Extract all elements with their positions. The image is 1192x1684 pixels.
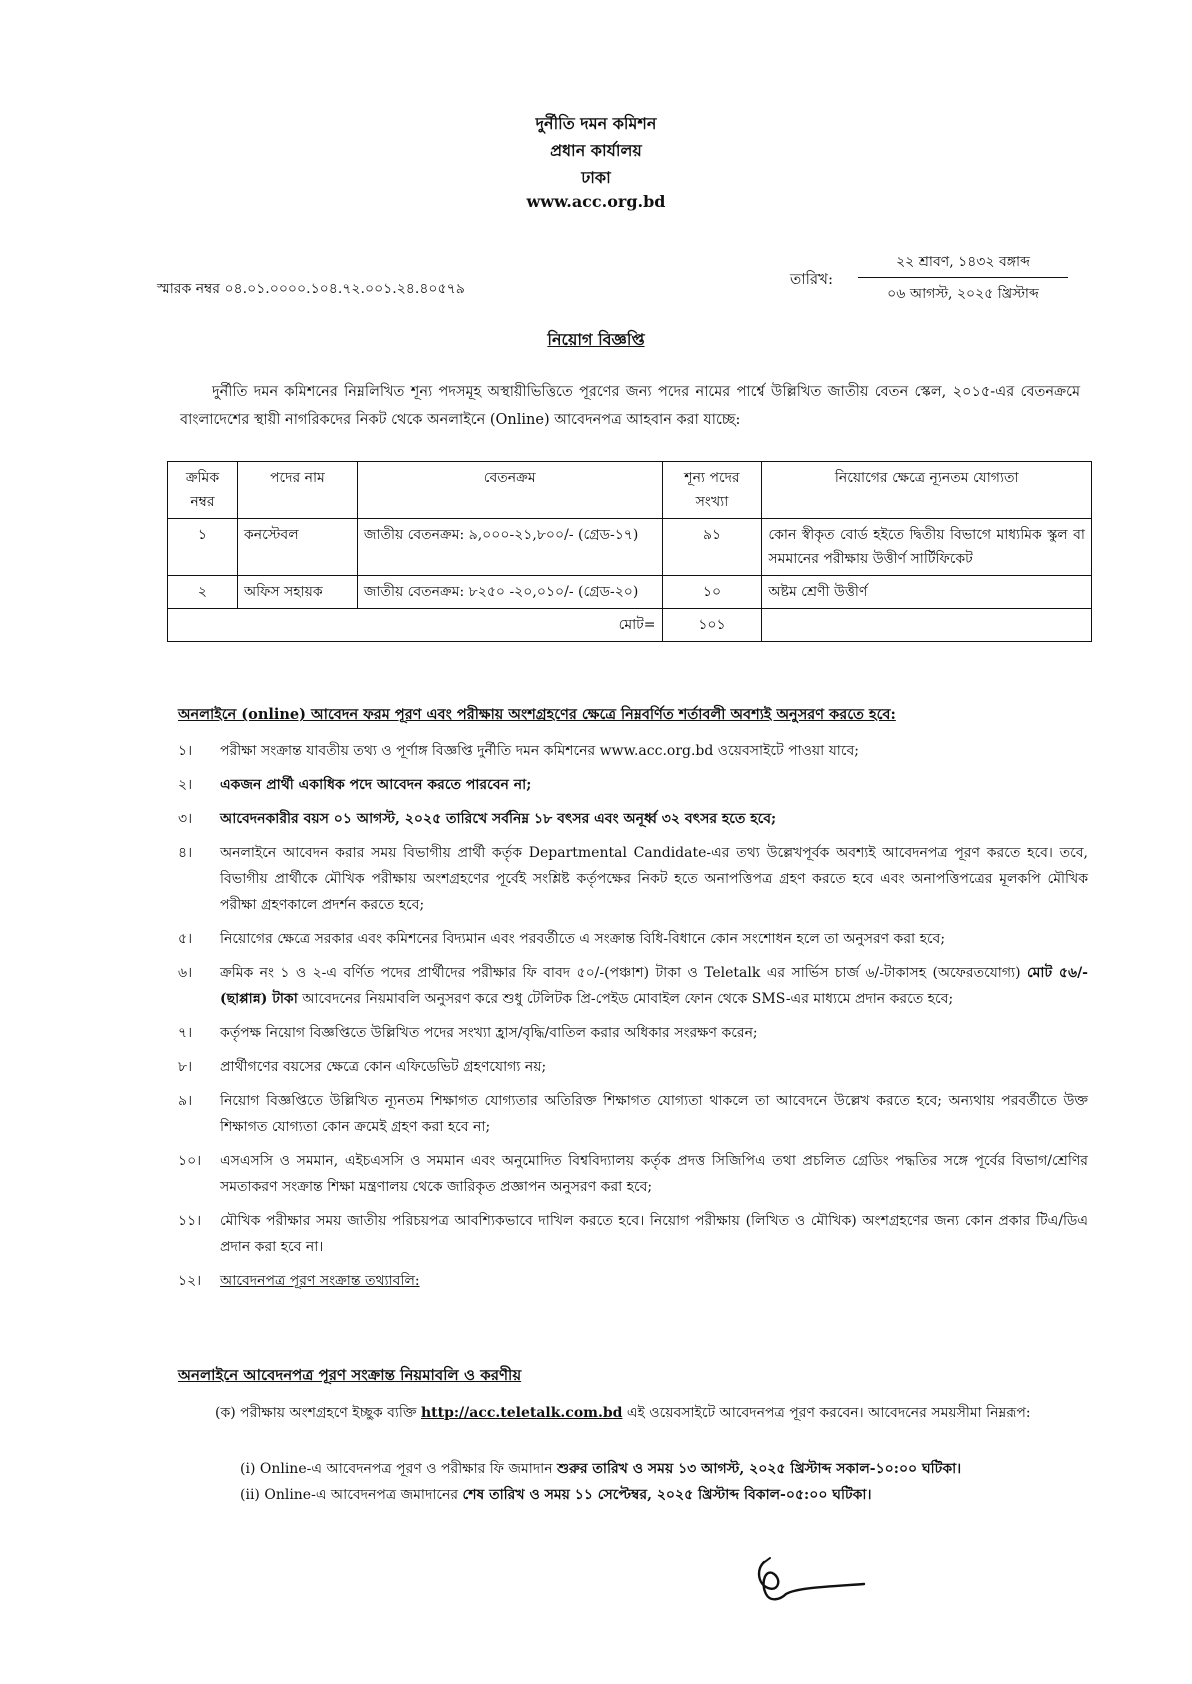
apply-suffix: এই ওয়েবসাইটে আবেদনপত্র পূরণ করবেন। আবেদনের সময়সীমা নিম্নরূপ: — [626, 1405, 1031, 1421]
cell-count: ১০ — [662, 576, 762, 609]
schedule-list — [240, 1456, 1090, 1508]
col-header-count: শূন্য পদের সংখ্যা — [662, 462, 762, 519]
posts-table — [167, 461, 1092, 642]
condition-number: ১। — [178, 743, 193, 759]
online-rules-title: অনলাইনে আবেদনপত্র পূরণ সংক্রান্ত নিয়মাবলি ও করণীয় — [178, 1366, 522, 1384]
apply-url-link[interactable]: http://acc.teletalk.com.bd — [420, 1405, 623, 1421]
cell-qualification: কোন স্বীকৃত বোর্ড হইতে দ্বিতীয় বিভাগে মাধ্যমিক স্কুল বা সমমানের পরীক্ষায় উত্তীর্ণ সার্টিফিকেট — [762, 519, 1092, 576]
conditions-list — [178, 738, 1088, 1302]
total-empty-cell — [762, 609, 1092, 642]
condition-item — [178, 1054, 1088, 1080]
schedule-num: (ii) — [240, 1487, 260, 1503]
org-name: দুর্নীতি দমন কমিশন — [535, 114, 657, 133]
conditions-title: অনলাইনে (online) আবেদন ফরম পূরণ এবং পরীক্ষায় অংশগ্রহণের ক্ষেত্রে নিম্নবর্ণিত শর্তাবলী অবশ্যই অনুসরণ করতে হবে: — [178, 706, 896, 723]
cell-scale: জাতীয় বেতনক্রম: ৯,০০০-২১,৮০০/- (গ্রেড-১৭) — [357, 519, 662, 576]
condition-text: মৌখিক পরীক্ষার সময় জাতীয় পরিচয়পত্র আবশ্যিকভাবে দাখিল করতে হবে। নিয়োগ পরীক্ষায় (লিখিত ও মৌখিক) অংশগ্রহণের জন্য কোন প্রকার টিএ/ডিএ প্রদান করা হবে না। — [220, 1213, 1088, 1255]
date-label: তারিখ: — [790, 270, 834, 288]
schedule-start — [240, 1456, 1090, 1482]
total-label: মোট= — [168, 609, 663, 642]
condition-number: ৫। — [178, 931, 193, 947]
condition-item — [178, 772, 1088, 798]
cell-post: কনস্টেবল — [237, 519, 357, 576]
memo-ref: স্মারক নম্বর ০৪.০১.০০০০.১০৪.৭২.০০১.২৪.৪০৫৭৯ — [157, 281, 465, 297]
condition-number: ৩। — [178, 811, 193, 827]
condition-text: প্রার্থীগণের বয়সের ক্ষেত্রে কোন এফিডেভিট গ্রহণযোগ্য নয়; — [220, 1059, 547, 1075]
condition-text: একজন প্রার্থী একাধিক পদে আবেদন করতে পারবেন না; — [220, 777, 532, 793]
cell-serial: ১ — [168, 519, 238, 576]
cell-count: ৯১ — [662, 519, 762, 576]
col-header-scale: বেতনক্রম — [357, 462, 662, 519]
fee-total-bold: মোট ৫৬/-(ছাপ্পান্ন) টাকা — [220, 965, 1088, 1007]
apply-prefix: (ক) পরীক্ষায় অংশগ্রহণে ইচ্ছুক ব্যক্তি — [215, 1405, 417, 1421]
schedule-bold: শুরুর তারিখ ও সময় ১৩ আগস্ট, ২০২৫ খ্রিস্টাব্দ সকাল-১০:০০ ঘটিকা। — [557, 1461, 962, 1477]
condition-number: ১০। — [178, 1153, 202, 1169]
fee-text-part2: আবেদনের নিয়মাবলি অনুসরণ করে শুধু টেলিটক প্রি-পেইড মোবাইল ফোন থেকে SMS-এর মাধ্যমে প্রদান করতে হবে; — [302, 991, 954, 1007]
condition-number: ৬। — [178, 965, 193, 981]
signature — [752, 1554, 872, 1610]
condition-text: অনলাইনে আবেদন করার সময় বিভাগীয় প্রার্থী কর্তৃক Departmental Candidate-এর তথ্য উল্লেখপূর্বক অবশ্যই আবেদনপত্র পূরণ করতে হবে। তবে, বিভাগীয় প্রার্থীকে মৌখিক পরীক্ষায় অংশগ্রহণের পূর্বেই সংশ্লিষ্ট কর্তৃপক্ষের নিকট হতে অনাপত্তিপত্র গ্রহণ করতে হবে এবং অনাপত্তিপত্রের মূলকপি মৌখিক পরীক্ষা গ্রহণকালে প্রদর্শন করতে হবে; — [220, 845, 1088, 913]
condition-item — [178, 1088, 1088, 1140]
condition-text: আবেদনকারীর বয়স ০১ আগস্ট, ২০২৫ তারিখে সর্বনিম্ন ১৮ বৎসর এবং অনূর্ধ্ব ৩২ বৎসর হতে হবে; — [220, 811, 777, 827]
notice-title: নিয়োগ বিজ্ঞপ্তি — [547, 330, 645, 349]
condition-number: ২। — [178, 777, 193, 793]
table-row — [168, 519, 1092, 576]
condition-text: পরীক্ষা সংক্রান্ত যাবতীয় তথ্য ও পূর্ণাঙ্গ বিজ্ঞপ্তি দুর্নীতি দমন কমিশনের www.acc.org.bd ওয়েবসাইটে পাওয়া যাবে; — [220, 743, 859, 759]
condition-number: ১২। — [178, 1273, 202, 1289]
cell-scale: জাতীয় বেতনক্রম: ৮২৫০ -২০,০১০/- (গ্রেড-২০) — [357, 576, 662, 609]
condition-text: নিয়োগের ক্ষেত্রে সরকার এবং কমিশনের বিদ্যমান এবং পরবর্তীতে এ সংক্রান্ত বিধি-বিধানে কোন সংশোধন হলে তা অনুসরণ করা হবে; — [220, 931, 946, 947]
cell-serial: ২ — [168, 576, 238, 609]
condition-text: নিয়োগ বিজ্ঞপ্তিতে উল্লিখিত ন্যূনতম শিক্ষাগত যোগ্যতার অতিরিক্ত শিক্ষাগত যোগ্যতা থাকলে তা আবেদনে উল্লেখ করতে হবে; অন্যথায় পরবর্তীতে উক্ত শিক্ষাগত যোগ্যতা কোন ক্রমেই গ্রহণ করা হবে না; — [220, 1093, 1088, 1135]
condition-number: ৪। — [178, 845, 193, 861]
col-header-post: পদের নাম — [237, 462, 357, 519]
city-name: ঢাকা — [581, 168, 611, 187]
date-block — [858, 250, 1068, 306]
condition-number: ৭। — [178, 1025, 193, 1041]
condition-number: ৯। — [178, 1093, 193, 1109]
office-name: প্রধান কার্যালয় — [550, 141, 642, 160]
website: www.acc.org.bd — [526, 192, 666, 211]
condition-number: ৮। — [178, 1059, 193, 1075]
condition-text — [220, 960, 1088, 1012]
cell-qualification: অষ্টম শ্রেণী উত্তীর্ণ — [762, 576, 1092, 609]
table-total-row — [168, 609, 1092, 642]
date-bangla: ২২ শ্রাবণ, ১৪৩২ বঙ্গাব্দ — [858, 250, 1068, 278]
cell-post: অফিস সহায়ক — [237, 576, 357, 609]
condition-item — [178, 1020, 1088, 1046]
apply-instruction — [215, 1400, 1085, 1426]
condition-item — [178, 1148, 1088, 1200]
condition-text: কর্তৃপক্ষ নিয়োগ বিজ্ঞপ্তিতে উল্লিখিত পদের সংখ্যা হ্রাস/বৃদ্ধি/বাতিল করার অধিকার সংরক্ষণ করেন; — [220, 1025, 758, 1041]
date-english: ০৬ আগস্ট, ২০২৫ খ্রিস্টাব্দ — [887, 286, 1039, 302]
schedule-end — [240, 1482, 1090, 1508]
condition-item — [178, 926, 1088, 952]
condition-item — [178, 960, 1088, 1012]
schedule-text: Online-এ আবেদনপত্র জমাদানের — [264, 1487, 459, 1503]
schedule-text: Online-এ আবেদনপত্র পূরণ ও পরীক্ষার ফি জমাদান — [259, 1461, 553, 1477]
table-header-row — [168, 462, 1092, 519]
condition-item — [178, 1208, 1088, 1260]
schedule-num: (i) — [240, 1461, 256, 1477]
condition-item — [178, 840, 1088, 918]
intro-paragraph: দুর্নীতি দমন কমিশনের নিম্নলিখিত শূন্য পদসমূহ অস্থায়ীভিত্তিতে পূরণের জন্য পদের নামের পার্শ্বে উল্লিখিত জাতীয় বেতন স্কেল, ২০১৫-এর বেতনক্রমে বাংলাদেশের স্থায়ী নাগরিকদের নিকট থেকে অনলাইনে (Online) আবেদনপত্র আহবান করা যাচ্ছে: — [180, 384, 1080, 428]
condition-item — [178, 806, 1088, 832]
fee-text-part1: ক্রমিক নং ১ ও ২-এ বর্ণিত পদের প্রার্থীদের পরীক্ষার ফি বাবদ ৫০/-(পঞ্চাশ) টাকা ও Teletalk এর সার্ভিস চার্জ ৬/-টাকাসহ (অফেরতযোগ্য) — [220, 965, 1021, 981]
condition-number: ১১। — [178, 1213, 202, 1229]
condition-text: আবেদনপত্র পূরণ সংক্রান্ত তথ্যাবলি: — [220, 1273, 420, 1289]
condition-text: এসএসসি ও সমমান, এইচএসসি ও সমমান এবং অনুমোদিত বিশ্ববিদ্যালয় কর্তৃক প্রদত্ত সিজিপিএ তথা প্রচলিত গ্রেডিং পদ্ধতির সঙ্গে পূর্বের বিভাগ/শ্রেণির সমতাকরণ সংক্রান্ত শিক্ষা মন্ত্রণালয় থেকে জারিকৃত প্রজ্ঞাপন অনুসরণ করা হবে; — [220, 1153, 1088, 1195]
condition-item — [178, 738, 1088, 764]
table-row — [168, 576, 1092, 609]
total-value: ১০১ — [662, 609, 762, 642]
col-header-serial: ক্রমিক নম্বর — [168, 462, 238, 519]
condition-item — [178, 1268, 1088, 1294]
schedule-bold: শেষ তারিখ ও সময় ১১ সেপ্টেম্বর, ২০২৫ খ্রিস্টাব্দ বিকাল-০৫:০০ ঘটিকা। — [462, 1487, 872, 1503]
col-header-qualification: নিয়োগের ক্ষেত্রে ন্যূনতম যোগ্যতা — [762, 462, 1092, 519]
